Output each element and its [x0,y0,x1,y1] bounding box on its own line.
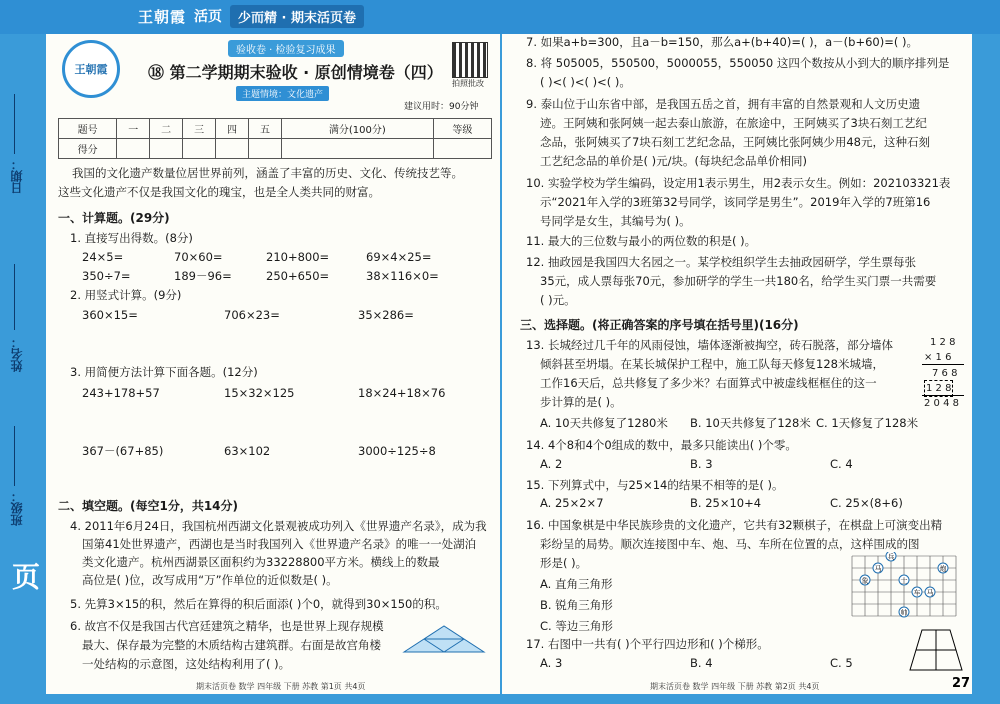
class-field-label: 班级： [10,490,24,526]
chess-piece: 炮 [939,565,947,573]
question: 2. 用竖式计算。(9分) [70,288,182,302]
question: 11. 最大的三位数与最小的两位数的积是( )。 [526,234,757,248]
date-field-label: 日期： [10,158,24,194]
brand-label: 活页 [194,9,223,25]
option[interactable]: A. 3 [540,656,563,670]
calc-item: 250+650= [266,269,330,283]
question: 3. 用简便方法计算下面各题。(12分) [70,365,258,379]
chess-piece: 士 [900,577,908,585]
theme-badge: 主题情境：文化遗产 [236,86,329,101]
question: 类文化遗产。杭州西湖景区面积约为33228800平方米。横线上的数最 [82,555,440,569]
dashed-box-step: 1 2 8 [924,380,953,397]
section-title: 一、计算题。(29分) [58,211,170,225]
question: 工艺纪念品的单价是( )元/块。(每块纪念品单价相同) [540,154,807,168]
qr-label: 拍照批改 [452,79,484,88]
question: 6. 故宫不仅是我国古代宫廷建筑之精华，也是世界上现存规模 [70,619,384,633]
score-cell[interactable] [183,139,216,159]
score-header: 题号 [59,119,117,139]
score-cell[interactable] [117,139,150,159]
question: 10. 实验学校为学生编码，设定用1表示男生，用2表示女生。例如：202103321表 [526,176,951,190]
question: 迹。王阿姨和张阿姨一起去泰山旅游，在旅途中，王阿姨买了3块石刻工艺纪 [540,116,927,130]
time-note: 建议用时：90分钟 [404,102,479,112]
score-row [59,139,492,159]
score-cell[interactable] [150,139,183,159]
section-title: 二、填空题。(每空1分，共14分) [58,499,239,513]
question: 倾斜甚至坍塌。在某长城保护工程中，施工队每天修复128米城墙， [540,357,884,371]
mult-line: 2 0 4 8 [924,398,959,409]
class-line [14,426,15,486]
question: 国第41处世界遗产，西湖也是当时我国列入《世界遗产名录》的唯一一处湖泊 [82,537,477,551]
option[interactable]: C. 5 [830,656,853,670]
option[interactable]: A. 2 [540,457,563,471]
question: 示“2021年入学的3班第32号同学，该同学是男生”。2019年入学的7班第16 [540,195,931,209]
question: 高位是( )位，改写成用“万”作单位的近似数是( )。 [82,573,338,587]
score-table [58,118,492,159]
score-row-label: 得分 [59,139,117,159]
logo-badge: 王朝霞 [62,40,120,98]
page-footer: 期末活页卷 数学 四年级 下册 苏教 第2页 共4页 [650,682,820,691]
question: 12. 抽政园是我国四大名园之一。某学校组织学生去抽政园研学，学生票每张 [526,255,916,269]
option[interactable]: B. 4 [690,656,713,670]
chess-board-figure [846,552,962,618]
chess-piece: 象 [861,577,869,585]
simplify-item: 367－(67+85) [82,444,164,458]
question: 念品，张阿姨买了7块石刻工艺纪念品，王阿姨比张阿姨少用48元，这种石刻 [540,135,930,149]
question: 8. 将 505005，550500，5000055，550050 这四个数按从小到大的顺序排列是 [526,56,950,70]
question: 工作16天后，总共修复了多少米？右面算式中被虚线框框住的这一 [540,376,877,390]
score-header-row [59,119,492,139]
qr-code-icon[interactable] [452,42,488,78]
calc-item: 350÷7= [82,269,131,283]
score-header: 五 [249,119,282,139]
score-cell[interactable] [281,139,433,159]
question: 彩纷呈的局势。顺次连接图中车、炮、马、车所在位置的点，这样围成的图 [540,537,920,551]
simplify-item: 3000÷125÷8 [358,444,436,458]
score-header: 三 [183,119,216,139]
option[interactable]: C. 等边三角形 [540,619,613,633]
calc-item: 38×116×0= [366,269,439,283]
calc-item: 69×4×25= [366,250,432,264]
mult-line: 1 2 8 [930,337,956,348]
option[interactable]: A. 25×2×7 [540,496,604,510]
vertical-calc: 360×15= [82,308,138,322]
vertical-calc: 35×286= [358,308,414,322]
option[interactable]: A. 10天共修复了1280米 [540,416,668,430]
question: 15. 下列算式中，与25×14的结果不相等的是( )。 [526,478,784,492]
series-label: 少而精 · 期末活页卷 [230,5,364,28]
simplify-item: 63×102 [224,444,271,458]
left-binding-strip [0,34,46,704]
question: 形是( )。 [540,556,588,570]
score-header: 二 [150,119,183,139]
simplify-item: 243+178+57 [82,386,160,400]
score-cell[interactable] [249,139,282,159]
question: 一处结构的示意图，这处结构利用了( )。 [82,657,291,671]
simplify-item: 15×32×125 [224,386,295,400]
trapezoid-figure [908,626,964,672]
score-header: 满分(100分) [281,119,433,139]
header-badge: 验收卷 · 检验复习成果 [228,40,344,57]
option[interactable]: B. 锐角三角形 [540,598,613,612]
option[interactable]: A. 直角三角形 [540,577,613,591]
page-number: 27 [952,676,971,691]
question: 7. 如果a+b=300，且a－b=150，那么a+(b+40)=( )，a－(b+60)=( )。 [526,35,918,49]
question: 5. 先算3×15的积，然后在算得的积后面添( )个0，就得到30×150的积。 [70,597,447,611]
triangle-truss-figure [402,624,486,654]
intro-text: 我国的文化遗产数量位居世界前列，涵盖了丰富的历史、文化、传统技艺等。 [72,166,463,180]
mult-divider [922,364,964,365]
question: 9. 泰山位于山东省中部，是我国五岳之首，拥有丰富的自然景观和人文历史遗 [526,97,921,111]
question: 16. 中国象棋是中华民族珍贵的文化遗产，它共有32颗棋子，在棋盘上可演变出精 [526,518,943,532]
question: 13. 长城经过几千年的风雨侵蚀，墙体逐渐被掏空，砖石脱落，部分墙体 [526,338,893,352]
option[interactable]: C. 1天修复了128米 [816,416,919,430]
intro-text: 这些文化遗产不仅是我国文化的瑰宝，也是全人类共同的财富。 [58,185,380,199]
calc-item: 210+800= [266,250,330,264]
question: ( )<( )<( )<( )。 [540,75,631,89]
question: 步计算的是( )。 [540,395,622,409]
calc-item: 24×5= [82,250,124,264]
calc-item: 189－96= [174,269,232,283]
brand-logo: 王朝霞 [138,7,187,26]
mult-line: × 1 6 [924,352,952,363]
question: ( )元。 [540,293,576,307]
score-cell[interactable] [216,139,249,159]
score-header: 一 [117,119,150,139]
question: 17. 右图中一共有( )个平行四边形和( )个梯形。 [526,637,769,651]
score-header: 四 [216,119,249,139]
chess-piece: 马 [926,589,934,597]
chess-piece: 兵 [887,553,895,561]
name-line [14,264,15,330]
chess-piece: 车 [913,589,921,597]
page-title: ⑱ 第二学期期末验收 · 原创情境卷（四） [148,63,443,82]
side-brand: 页 [8,562,41,592]
question: 号同学是女生，其编号为( )。 [540,214,691,228]
option[interactable]: B. 3 [690,457,713,471]
option[interactable]: C. 4 [830,457,853,471]
right-strip [972,34,1000,704]
question: 1. 直接写出得数。(8分) [70,231,193,245]
simplify-item: 18×24+18×76 [358,386,446,400]
option[interactable]: B. 10天共修复了128米 [690,416,811,430]
option[interactable]: C. 25×(8+6) [830,496,903,510]
chess-piece: 马 [874,565,882,573]
top-brand [138,5,364,27]
score-header: 等级 [433,119,491,139]
mult-line: 7 6 8 [932,368,958,379]
chess-piece: 帅 [900,609,908,617]
page-footer: 期末活页卷 数学 四年级 下册 苏教 第1页 共4页 [196,682,366,691]
calc-item: 70×60= [174,250,223,264]
question: 35元，成人票每张70元，参加研学的学生一共180名，给学生买门票一共需要 [540,274,937,288]
section-title: 三、选择题。(将正确答案的序号填在括号里)(16分) [520,318,799,332]
question: 4. 2011年6月24日，我国杭州西湖文化景观被成功列入《世界遗产名录》，成为我 [70,519,487,533]
date-line [14,94,15,154]
option[interactable]: B. 25×10+4 [690,496,762,510]
vertical-calc: 706×23= [224,308,280,322]
question: 最大、保存最为完整的木质结构古建筑群。右面是故宫角楼 [82,638,381,652]
name-field-label: 姓名： [10,336,24,372]
question: 14. 4个8和4个0组成的数中，最多只能读出( )个零。 [526,438,797,452]
score-cell[interactable] [433,139,491,159]
